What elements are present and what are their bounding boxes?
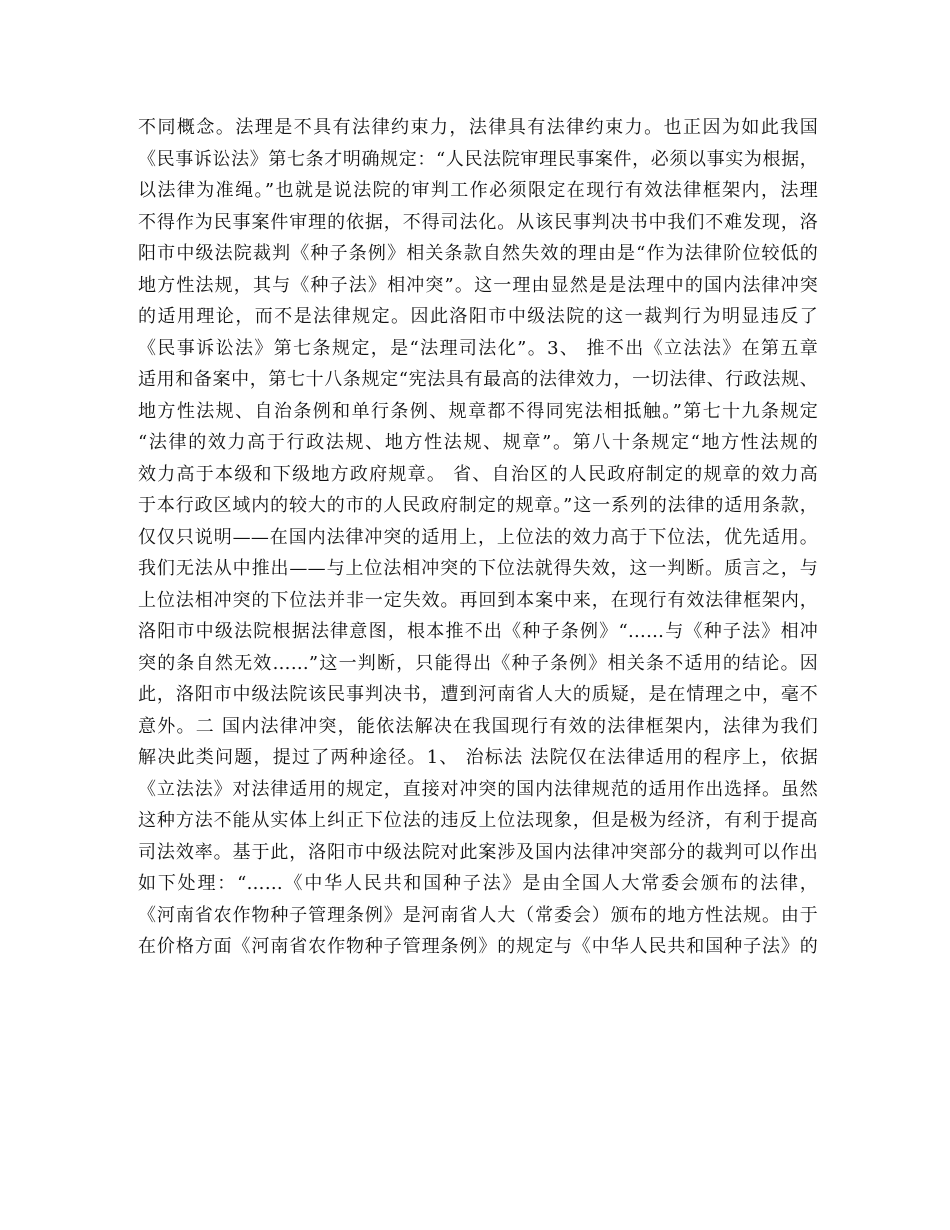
text-line: 上位法相冲突的下位法并非一定失效。再回到本案中来，在现行有效法律框架内， xyxy=(138,589,818,611)
text-line: 的适用理论，而不是法律规定。因此洛阳市中级法院的这一裁判行为明显违反了 xyxy=(138,306,818,327)
text-line: 不同概念。法理是不具有法律约束力，法律具有法律约束力。也正因为如此我国 xyxy=(138,117,818,138)
text-line: 洛阳市中级法院根据法律意图，根本推不出《种子条例》“……与《种子法》相冲 xyxy=(138,621,818,642)
text-line: 《民事诉讼法》第七条规定，是“法理司法化”。3、 推不出《立法法》在第五章 xyxy=(138,337,818,359)
text-line: 效力高于本级和下级地方政府规章。 省、自治区的人民政府制定的规章的效力高 xyxy=(138,463,818,485)
text-line: 仅仅只说明——在国内法律冲突的适用上，上位法的效力高于下位法，优先适用。 xyxy=(138,526,818,548)
text-line: 适用和备案中，第七十八条规定“宪法具有最高的法律效力，一切法律、行政法规、 xyxy=(138,369,818,390)
text-line: 阳市中级法院裁判《种子条例》相关条款自然失效的理由是“作为法律阶位较低的 xyxy=(138,243,818,264)
text-line: 解决此类问题，提过了两种途径。1、 治标法 法院仅在法律适用的程序上，依据 xyxy=(138,747,818,768)
text-line: 地方性法规、自治条例和单行条例、规章都不得同宪法相抵触。”第七十九条规定 xyxy=(138,400,818,422)
text-line: 司法效率。基于此，洛阳市中级法院对此案涉及国内法律冲突部分的裁判可以作出 xyxy=(138,841,818,863)
text-line: 《河南省农作物种子管理条例》是河南省人大（常委会）颁布的地方性法规。由于 xyxy=(138,904,818,926)
text-line: 不得作为民事案件审理的依据，不得司法化。从该民事判决书中我们不难发现，洛 xyxy=(138,211,818,233)
text-line: 地方性法规，其与《种子法》相冲突”。这一理由显然是是法理中的国内法律冲突 xyxy=(138,274,818,296)
text-line: 《民事诉讼法》第七条才明确规定：“人民法院审理民事案件，必须以事实为根据， xyxy=(138,148,818,170)
text-line: 意外。二 国内法律冲突，能依法解决在我国现行有效的法律框架内，法律为我们 xyxy=(138,715,818,737)
text-line: 于本行政区域内的较大的市的人民政府制定的规章。”这一系列的法律的适用条款， xyxy=(138,495,818,516)
document-page xyxy=(138,112,818,963)
text-line: 此，洛阳市中级法院该民事判决书，遭到河南省人大的质疑，是在情理之中，毫不 xyxy=(138,684,818,705)
text-line: “法律的效力高于行政法规、地方性法规、规章”。第八十条规定“地方性法规的 xyxy=(138,432,818,453)
text-line: 《立法法》对法律适用的规定，直接对冲突的国内法律规范的适用作出选择。虽然 xyxy=(138,778,818,800)
text-line: 在价格方面《河南省农作物种子管理条例》的规定与《中华人民共和国种子法》的 xyxy=(138,936,818,957)
text-line: 以法律为准绳。”也就是说法院的审判工作必须限定在现行有效法律框架内，法理 xyxy=(138,180,818,201)
text-line: 我们无法从中推出——与上位法相冲突的下位法就得失效，这一判断。质言之，与 xyxy=(138,558,818,579)
text-line: 突的条自然无效……”这一判断，只能得出《种子条例》相关条不适用的结论。因 xyxy=(138,652,818,674)
text-line: 如下处理：“……《中华人民共和国种子法》是由全国人大常委会颁布的法律， xyxy=(138,873,818,894)
text-line: 这种方法不能从实体上纠正下位法的违反上位法现象，但是极为经济，有利于提高 xyxy=(138,810,818,831)
